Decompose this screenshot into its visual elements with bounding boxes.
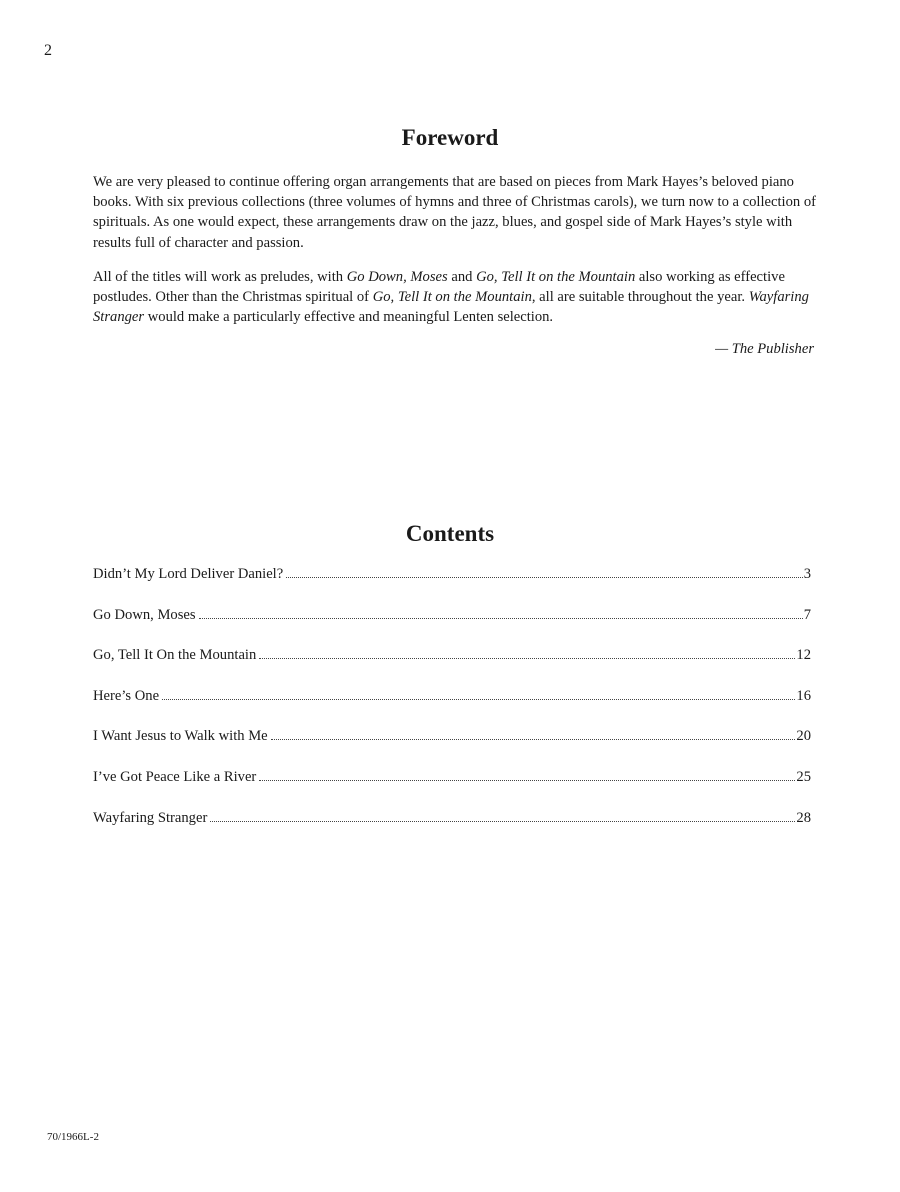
foreword-paragraph-2 xyxy=(93,267,818,328)
catalog-number: 70/1966L-2 xyxy=(47,1131,99,1143)
toc-page-number: 25 xyxy=(796,768,811,785)
foreword-text: also working as effective postludes. Other than the Christmas spiritual of xyxy=(93,268,785,306)
foreword-heading: Foreword xyxy=(401,125,499,150)
foreword-signature: — The Publisher xyxy=(715,341,814,358)
page-number: 2 xyxy=(44,42,52,59)
title-go-tell-it: Go, Tell It on the Mountain xyxy=(476,268,636,285)
toc-entry[interactable] xyxy=(93,728,811,769)
toc-entry[interactable] xyxy=(93,607,811,648)
foreword-text: , all are suitable throughout the year. xyxy=(531,289,749,306)
foreword-body xyxy=(93,172,818,360)
dot-leader xyxy=(286,577,802,578)
foreword-text: All of the titles will work as preludes, with xyxy=(93,268,347,285)
foreword-paragraph-1: We are very pleased to continue offering organ arrangements that are based on pieces from Mark Hayes’s beloved piano books. With six previous collections (three volumes of hymns and three of Christmas carols), we turn now to a collection of spirituals. As one would expect, these arrangements draw on the jazz, blues, and gospel side of Mark Hayes’s style with results full of character and passion. xyxy=(93,174,817,251)
toc-entry[interactable] xyxy=(93,769,811,810)
dot-leader xyxy=(162,699,795,700)
toc-title: Didn’t My Lord Deliver Daniel? xyxy=(93,566,284,582)
toc-entry[interactable] xyxy=(93,566,811,607)
toc-title: I Want Jesus to Walk with Me xyxy=(93,728,268,745)
toc-title: Go Down, Moses xyxy=(93,606,196,623)
title-wayfaring-stranger: Wayfaring Stranger xyxy=(93,289,809,326)
foreword-text: would make a particularly effective and meaningful Lenten selection. xyxy=(144,309,554,326)
toc-entry[interactable] xyxy=(93,810,811,851)
toc-title: Go, Tell It On the Mountain xyxy=(93,647,257,664)
dot-leader xyxy=(199,618,803,619)
toc-title: I’ve Got Peace Like a River xyxy=(93,768,257,785)
toc-title: Wayfaring Stranger xyxy=(93,809,208,826)
dot-leader xyxy=(271,739,796,740)
toc-entry[interactable] xyxy=(93,647,811,688)
dot-leader xyxy=(259,658,795,659)
dot-leader xyxy=(210,821,795,822)
toc-entry[interactable] xyxy=(93,688,811,729)
toc-page-number: 3 xyxy=(803,566,811,582)
toc-page-number: 20 xyxy=(796,728,811,745)
title-go-tell-it: Go, Tell It on the Mountain xyxy=(372,289,532,306)
contents-heading: Contents xyxy=(405,521,495,546)
title-go-down-moses: Go Down, Moses xyxy=(346,268,448,285)
toc-page-number: 7 xyxy=(803,606,811,623)
foreword-text: and xyxy=(447,268,477,285)
table-of-contents xyxy=(93,566,811,850)
toc-title: Here’s One xyxy=(93,687,160,704)
toc-page-number: 28 xyxy=(796,809,811,826)
toc-page-number: 16 xyxy=(796,687,811,704)
toc-page-number: 12 xyxy=(796,647,811,664)
dot-leader xyxy=(259,780,795,781)
